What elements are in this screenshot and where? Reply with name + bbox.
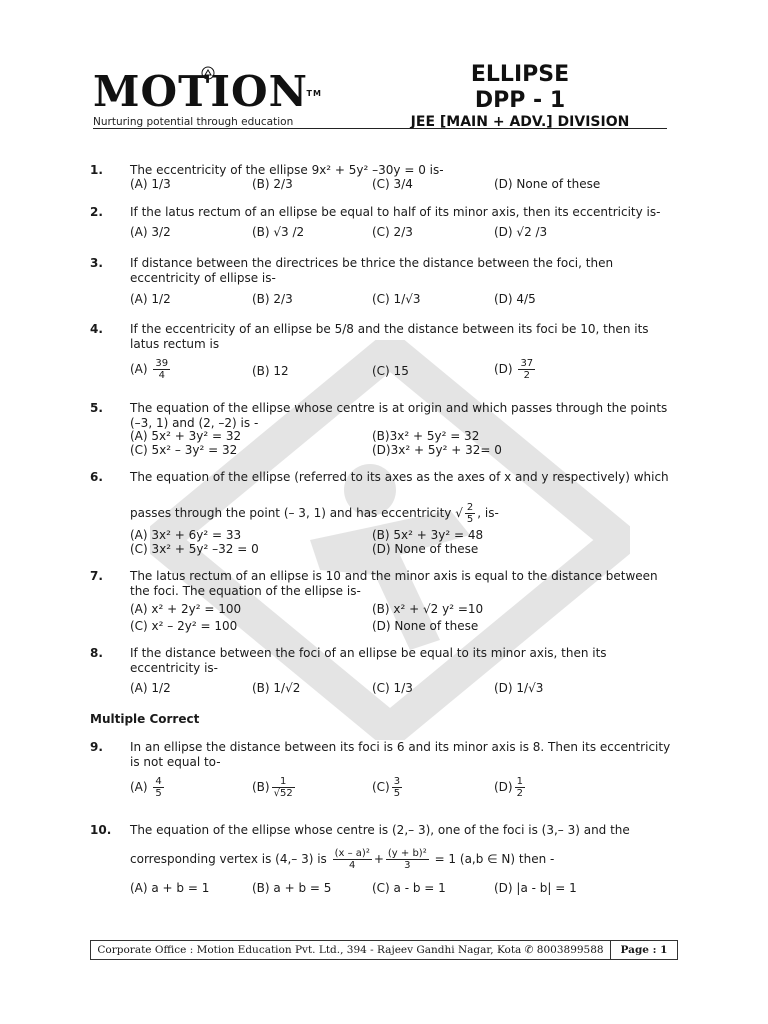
dpp-number: DPP - 1	[474, 88, 566, 113]
option-a: (A) 5x² + 3y² = 32	[130, 429, 242, 443]
numerator: 3	[393, 776, 401, 787]
denominator: 5	[155, 788, 162, 799]
fraction	[518, 358, 535, 381]
question-text: If the latus rectum of an ellipse be equal to half of its minor axis, then its eccentricity is-	[130, 205, 661, 219]
numerator: (y + b)²	[387, 848, 427, 859]
question-text-part: = 1 (a,b ∈ N) then -	[434, 852, 555, 866]
option-d: (D) None of these	[494, 177, 601, 191]
option-a: (A) 1/2	[130, 681, 171, 695]
question-text-line2	[130, 848, 680, 871]
question-text-line2	[130, 502, 680, 525]
option-d: (D)3x² + 5y² + 32= 0	[372, 443, 502, 457]
option-c: (C) 1/√3	[372, 292, 421, 306]
denominator: 3	[404, 860, 411, 871]
option-d: (D) |a - b| = 1	[494, 881, 577, 895]
question-text: The eccentricity of the ellipse 9x² + 5y² –30y = 0 is-	[130, 163, 444, 177]
question-1	[90, 163, 690, 193]
logo-crest-icon	[201, 66, 215, 80]
fraction	[333, 848, 372, 871]
trademark-mark: TM	[306, 89, 322, 98]
option-a: (A) 3x² + 6y² = 33	[130, 528, 242, 542]
numerator: 37	[520, 358, 534, 369]
option-d: (D) √2 /3	[494, 225, 548, 239]
option-label: (C)	[372, 780, 390, 794]
corporate-office-address: Corporate Office : Motion Education Pvt. Ltd., 394 - Rajeev Gandhi Nagar, Kota ✆ 8003899588	[97, 944, 604, 956]
page-number: Page : 1	[610, 941, 677, 959]
option-b: (B) √3 /2	[252, 225, 305, 239]
page-footer	[90, 940, 678, 960]
question-text-part: passes through the point (– 3, 1) and has eccentricity	[130, 506, 452, 520]
option-label: (B)	[252, 780, 270, 794]
question-number: 2.	[90, 205, 103, 219]
question-2	[90, 205, 690, 245]
option-b	[252, 776, 297, 799]
option-d	[494, 358, 537, 381]
denominator: 5	[466, 514, 474, 525]
option-b: (B) 12	[252, 364, 289, 378]
question-number: 6.	[90, 470, 103, 484]
question-text: If the distance between the foci of an ellipse be equal to its minor axis, then its eccentricity is-	[130, 646, 607, 675]
topic-title: ELLIPSE	[470, 62, 570, 87]
section-heading: Multiple Correct	[90, 712, 200, 726]
question-text: In an ellipse the distance between its foci is 6 and its minor axis is 8. Then its eccentricity is not equal to-	[130, 740, 671, 769]
denominator: 4	[349, 860, 356, 871]
option-a: (A) 1/2	[130, 292, 171, 306]
option-d: (D) 4/5	[494, 292, 536, 306]
option-a	[130, 358, 172, 381]
tagline: Nurturing potential through education	[93, 116, 294, 128]
fraction	[153, 776, 163, 799]
option-d	[494, 776, 527, 799]
question-number: 4.	[90, 322, 103, 336]
question-text: If the eccentricity of an ellipse be 5/8 and the distance between its foci be 10, then its latus rectum is	[130, 322, 649, 351]
option-label: (D)	[494, 780, 513, 794]
option-c: (C) x² – 2y² = 100	[130, 619, 238, 633]
option-b: (B) 2/3	[252, 292, 293, 306]
numerator: 1	[516, 776, 523, 787]
option-c: (C) 3/4	[372, 177, 413, 191]
question-10	[90, 823, 690, 901]
option-label: (A)	[130, 362, 148, 376]
option-d: (D) None of these	[372, 619, 479, 633]
question-text-part: corresponding vertex is (4,– 3) is	[130, 852, 327, 866]
option-c: (C) a - b = 1	[372, 881, 446, 895]
division-label: JEE [MAIN + ADV.] DIVISION	[410, 114, 630, 130]
numerator: (x – a)²	[334, 848, 370, 859]
option-c: (C) 1/3	[372, 681, 413, 695]
option-label: (A)	[130, 780, 148, 794]
question-9	[90, 740, 690, 810]
fraction	[392, 776, 402, 799]
option-d: (D) None of these	[372, 542, 479, 556]
question-5	[90, 401, 690, 461]
option-b: (B) a + b = 5	[252, 881, 332, 895]
question-number: 5.	[90, 401, 103, 415]
header-divider	[93, 128, 667, 129]
logo-wordmark	[93, 67, 322, 116]
numerator: 2	[466, 502, 474, 513]
question-7	[90, 569, 690, 633]
option-a: (A) 1/3	[130, 177, 171, 191]
question-number: 8.	[90, 646, 103, 660]
question-number: 10.	[90, 823, 112, 837]
option-c: (C) 5x² – 3y² = 32	[130, 443, 238, 457]
option-b: (B) 2/3	[252, 177, 293, 191]
question-4	[90, 322, 690, 384]
question-text-part: , is-	[477, 506, 499, 520]
question-number: 3.	[90, 256, 103, 270]
question-8	[90, 646, 690, 698]
numerator: 39	[155, 358, 169, 369]
option-a: (A) a + b = 1	[130, 881, 210, 895]
denominator: 2	[523, 370, 530, 381]
option-b: (B) 1/√2	[252, 681, 301, 695]
option-a	[130, 776, 166, 799]
plus-sign: +	[373, 852, 384, 866]
denominator: √52	[273, 788, 293, 799]
option-label: (D)	[494, 362, 513, 376]
motion-logo	[93, 67, 322, 128]
numerator: 1	[272, 776, 295, 788]
option-b: (B) x² + √2 y² =10	[372, 602, 484, 616]
option-c: (C) 3x² + 5y² –32 = 0	[130, 542, 259, 556]
question-text: If distance between the directrices be thrice the distance between the foci, then eccentricity of ellipse is-	[130, 256, 614, 285]
option-c	[372, 776, 404, 799]
fraction	[386, 848, 429, 871]
question-text: The equation of the ellipse whose centre is at origin and which passes through the points (–3, 1) and (2, –2) is -	[130, 401, 668, 430]
option-a: (A) x² + 2y² = 100	[130, 602, 242, 616]
option-a: (A) 3/2	[130, 225, 171, 239]
option-d: (D) 1/√3	[494, 681, 544, 695]
question-number: 7.	[90, 569, 103, 583]
fraction	[153, 358, 170, 381]
logo-text: MOTION	[93, 67, 308, 116]
question-6	[90, 470, 690, 560]
question-text: The latus rectum of an ellipse is 10 and the minor axis is equal to the distance between the foci. The equation of the ellipse is-	[130, 569, 658, 598]
question-number: 9.	[90, 740, 103, 754]
option-b: (B)3x² + 5y² = 32	[372, 429, 480, 443]
fraction	[272, 776, 295, 799]
sqrt-symbol: √	[455, 506, 463, 520]
question-number: 1.	[90, 163, 103, 177]
option-c: (C) 15	[372, 364, 409, 378]
option-c: (C) 2/3	[372, 225, 413, 239]
option-b: (B) 5x² + 3y² = 48	[372, 528, 484, 542]
denominator: 2	[516, 788, 523, 799]
denominator: 5	[393, 788, 401, 799]
question-text: The equation of the ellipse whose centre is (2,– 3), one of the foci is (3,– 3) and the	[130, 823, 630, 837]
question-3	[90, 256, 690, 308]
fraction	[465, 502, 475, 525]
denominator: 4	[158, 370, 165, 381]
question-text: The equation of the ellipse (referred to its axes as the axes of x and y respectively) which	[130, 470, 669, 484]
fraction	[515, 776, 525, 799]
numerator: 4	[155, 776, 162, 787]
